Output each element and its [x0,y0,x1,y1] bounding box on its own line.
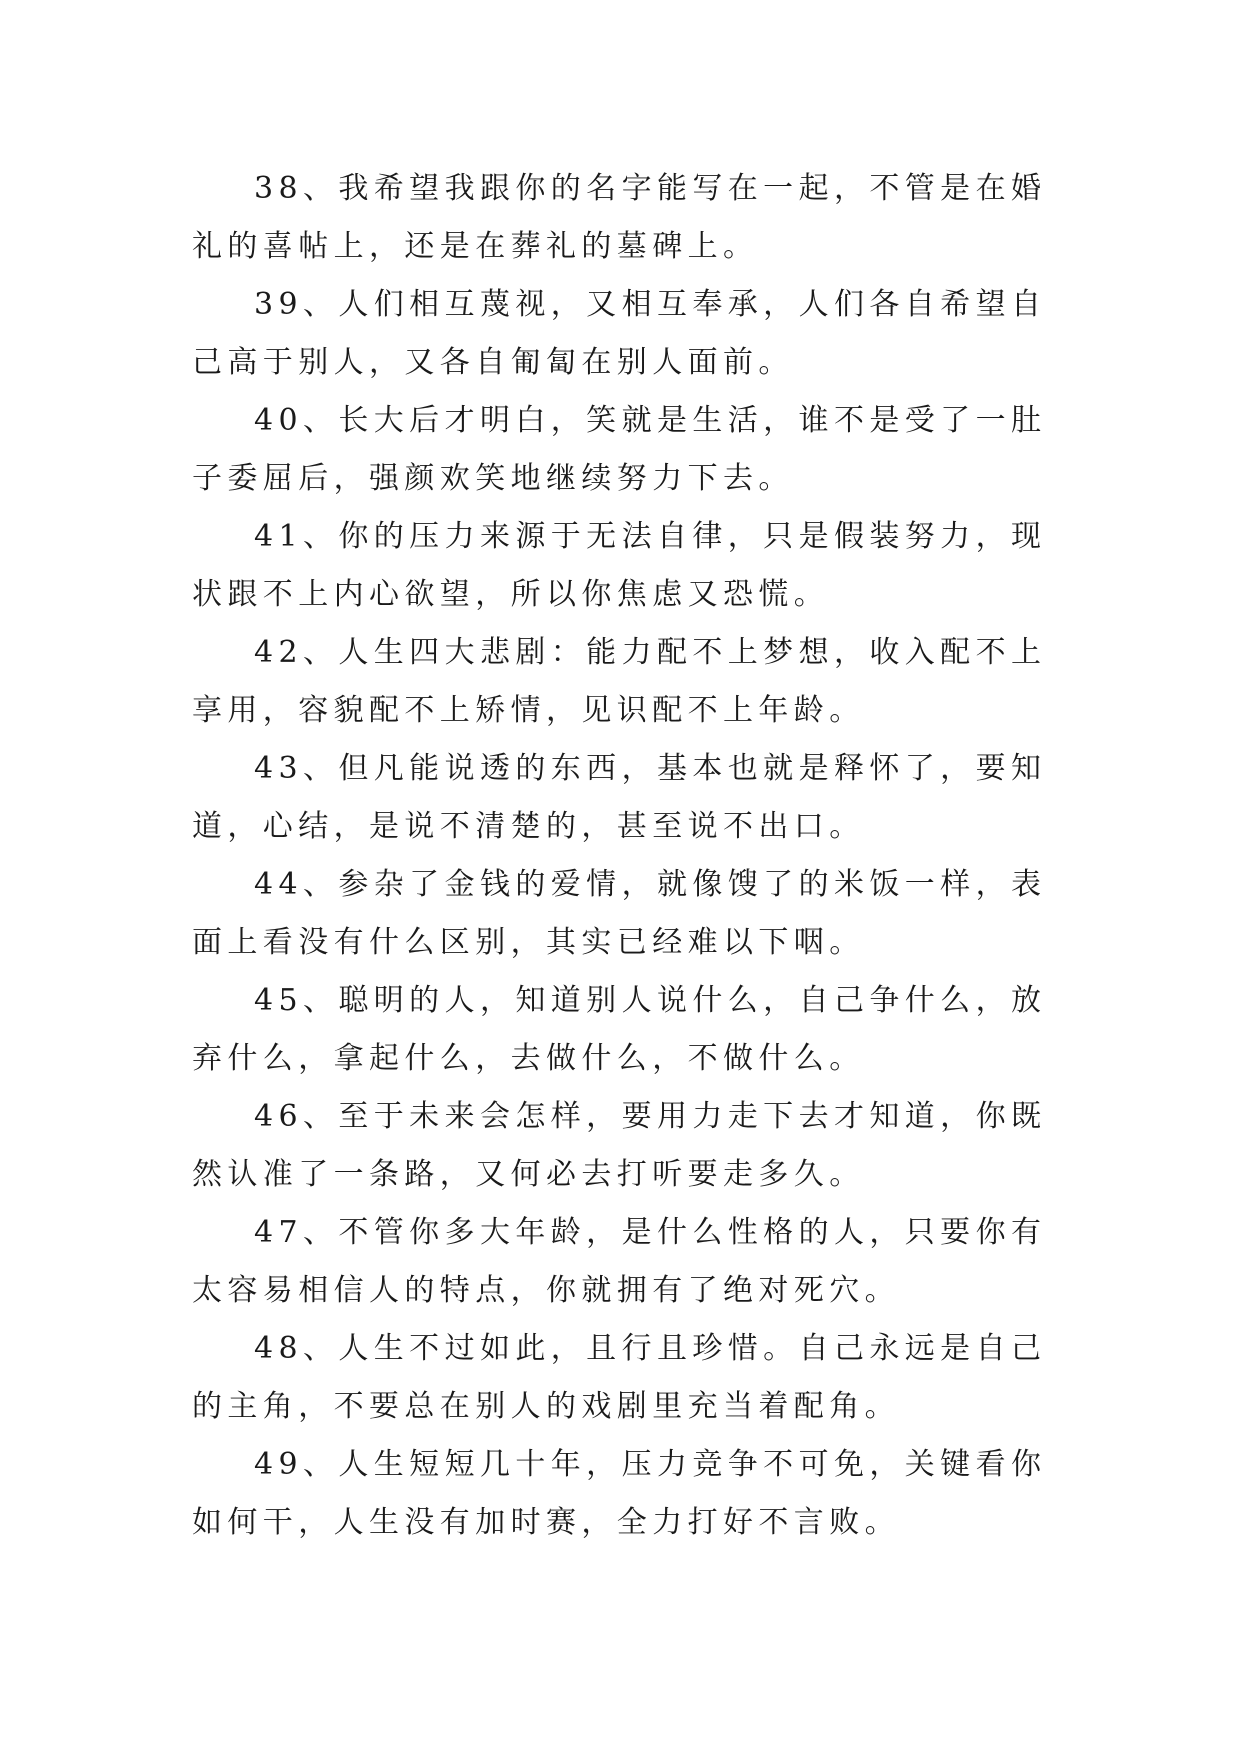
quote-paragraph-42: 42、人生四大悲剧：能力配不上梦想，收入配不上享用，容貌配不上矫情，见识配不上年龄。 [192,635,1047,728]
quote-paragraph-44: 44、参杂了金钱的爱情，就像馊了的米饭一样，表面上看没有什么区别，其实已经难以下咽。 [192,867,1047,960]
quote-paragraph-39: 39、人们相互蔑视，又相互奉承，人们各自希望自己高于别人，又各自匍匐在别人面前。 [192,287,1047,380]
quote-paragraph-48: 48、人生不过如此，且行且珍惜。自己永远是自己的主角，不要总在别人的戏剧里充当着配角。 [192,1331,1047,1424]
quote-paragraph-41: 41、你的压力来源于无法自律，只是假装努力，现状跟不上内心欲望，所以你焦虑又恐慌。 [192,519,1047,612]
quote-paragraph-47: 47、不管你多大年龄，是什么性格的人，只要你有太容易相信人的特点，你就拥有了绝对死穴。 [192,1215,1047,1308]
quote-paragraph-45: 45、聪明的人，知道别人说什么，自己争什么，放弃什么，拿起什么，去做什么，不做什么。 [192,983,1047,1076]
quote-paragraph-46: 46、至于未来会怎样，要用力走下去才知道，你既然认准了一条路，又何必去打听要走多久。 [192,1099,1047,1192]
quote-paragraph-43: 43、但凡能说透的东西，基本也就是释怀了，要知道，心结，是说不清楚的，甚至说不出口。 [192,751,1047,844]
quote-paragraph-40: 40、长大后才明白，笑就是生活，谁不是受了一肚子委屈后，强颜欢笑地继续努力下去。 [192,403,1047,496]
quote-paragraph-38: 38、我希望我跟你的名字能写在一起，不管是在婚礼的喜帖上，还是在葬礼的墓碑上。 [192,171,1047,264]
quote-list [192,160,1062,1552]
quote-paragraph-49: 49、人生短短几十年，压力竞争不可免，关键看你如何干，人生没有加时赛，全力打好不言败。 [192,1447,1047,1540]
